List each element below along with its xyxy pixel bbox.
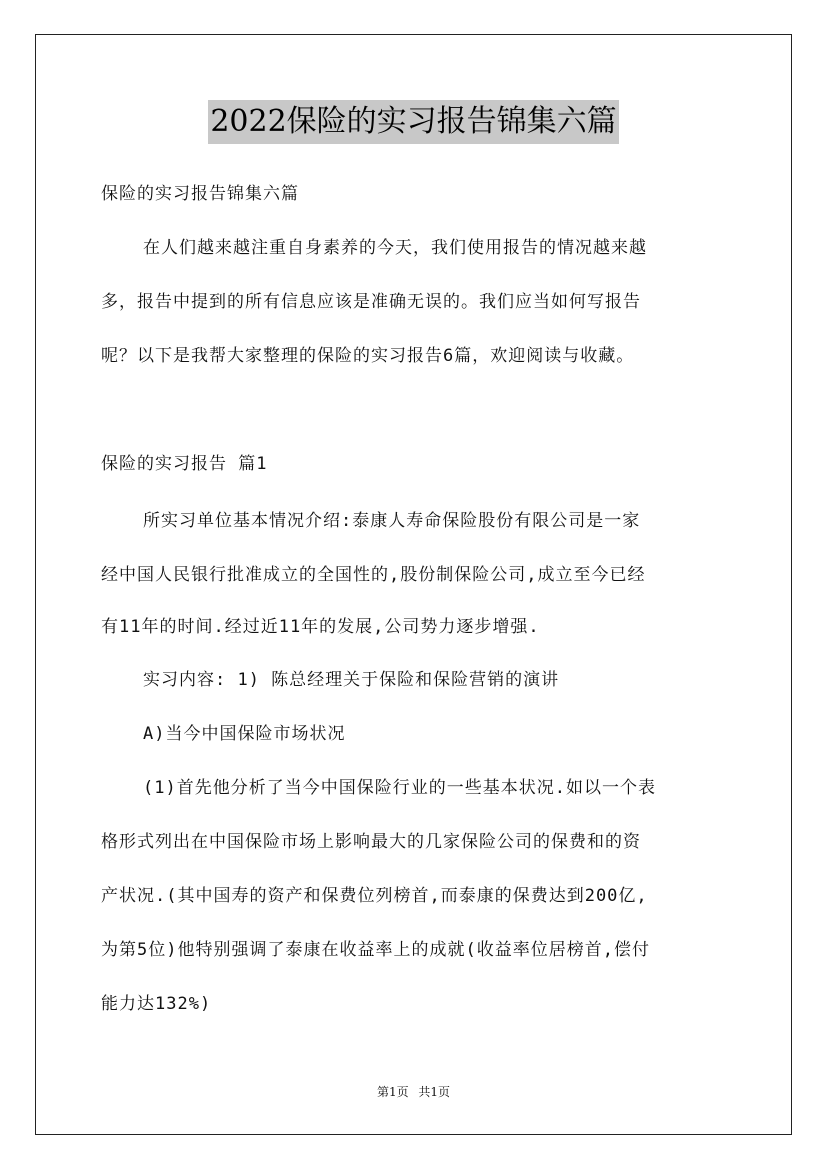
page-footer (0, 1083, 827, 1100)
paragraph-line: 产状况.(其中国寿的资产和保费位列榜首,而泰康的保费达到200亿, (101, 886, 648, 906)
paragraph-line: (1)首先他分析了当今中国保险行业的一些基本状况.如以一个表 (143, 778, 656, 798)
section-heading: 保险的实习报告 篇1 (101, 454, 268, 474)
paragraph-line: 多，报告中提到的所有信息应该是准确无误的。我们应当如何写报告 (101, 292, 641, 312)
paragraph-line: 在人们越来越注重自身素养的今天，我们使用报告的情况越来越 (143, 238, 647, 258)
page-total: 共1页 (418, 1085, 451, 1099)
title-container (0, 100, 827, 144)
paragraph-line: 所实习单位基本情况介绍:泰康人寿命保险股份有限公司是一家 (143, 511, 641, 531)
page-number: 第1页 (376, 1085, 409, 1099)
paragraph-line: 实习内容: 1) 陈总经理关于保险和保险营销的演讲 (143, 670, 560, 690)
paragraph-line: 为第5位)他特别强调了泰康在收益率上的成就(收益率位居榜首,偿付 (101, 940, 650, 960)
paragraph-line: 经中国人民银行批准成立的全国性的,股份制保险公司,成立至今已经 (101, 565, 646, 585)
paragraph-line: 有11年的时间.经过近11年的发展,公司势力逐步增强. (101, 617, 540, 637)
paragraph-line: 能力达132%) (101, 994, 212, 1014)
document-title: 2022保险的实习报告锦集六篇 (208, 100, 618, 144)
paragraph-line: 格形式列出在中国保险市场上影响最大的几家保险公司的保费和的资 (101, 832, 641, 852)
paragraph-line: A)当今中国保险市场状况 (143, 724, 346, 744)
section-heading: 保险的实习报告锦集六篇 (101, 184, 299, 204)
paragraph-line: 呢？以下是我帮大家整理的保险的实习报告6篇，欢迎阅读与收藏。 (101, 346, 635, 366)
